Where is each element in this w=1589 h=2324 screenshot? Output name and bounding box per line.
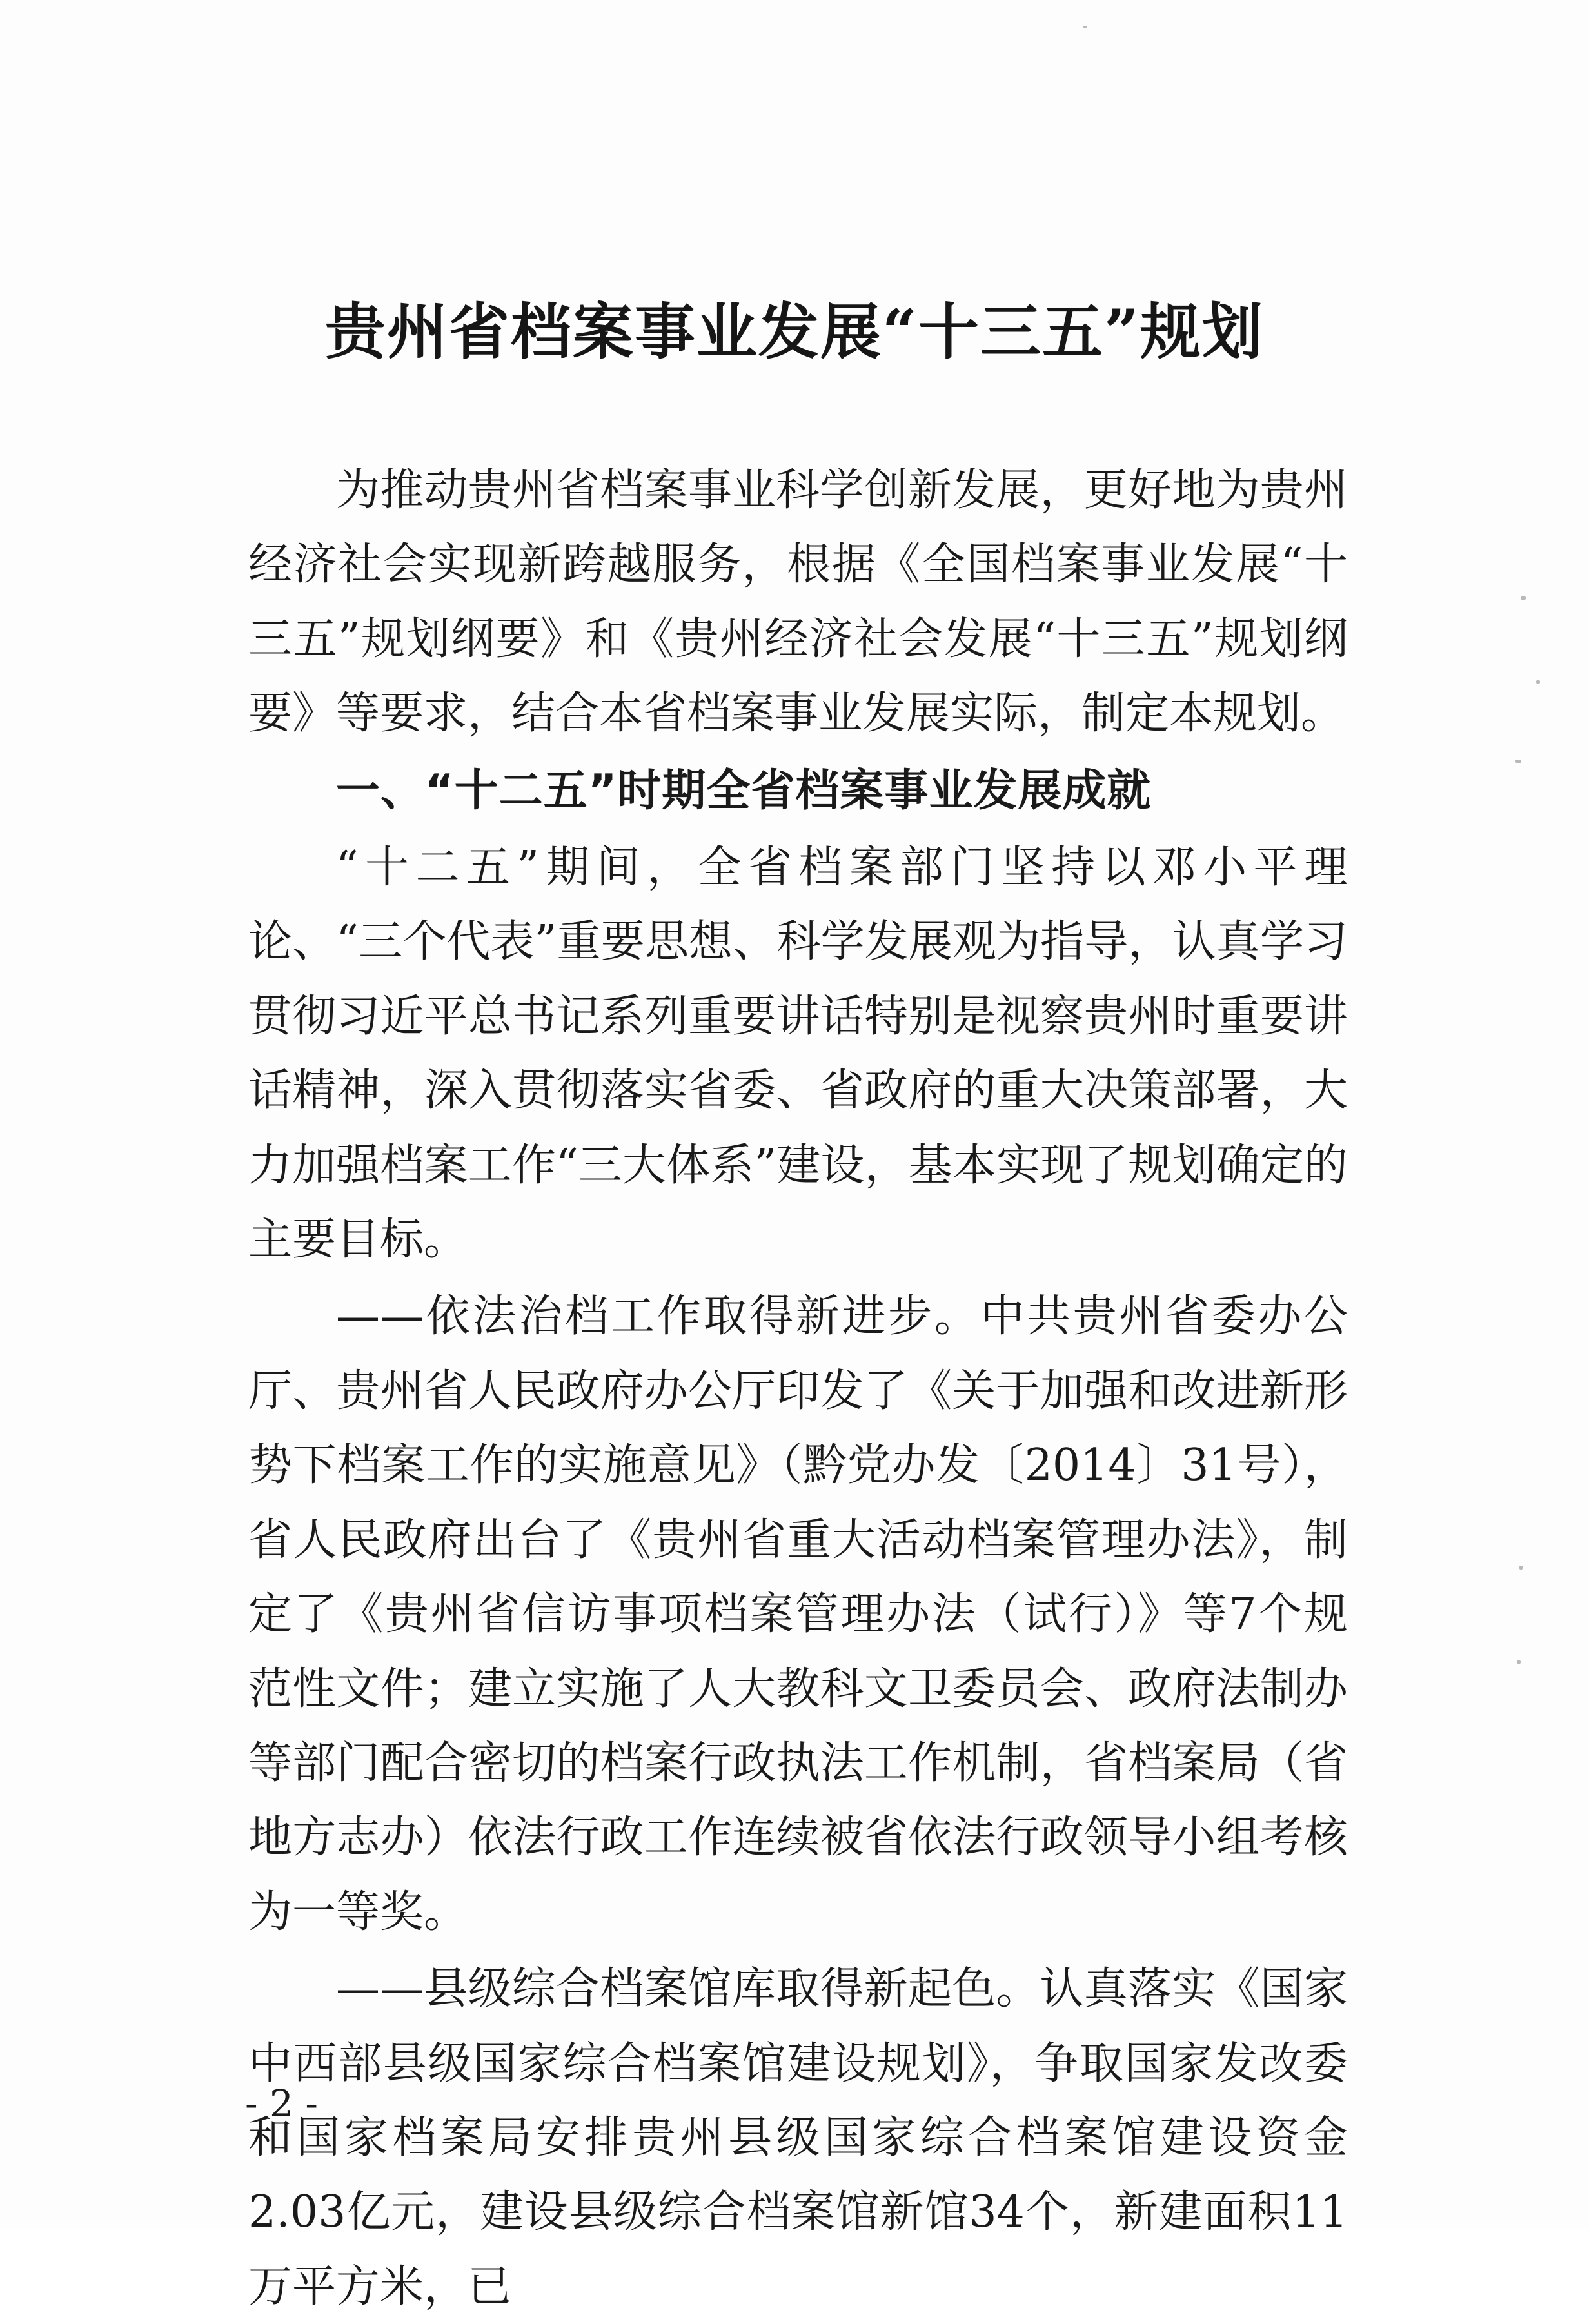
scan-mark bbox=[1515, 760, 1521, 763]
achievements-paragraph: “十二五”期间，全省档案部门坚持以邓小平理论、“三个代表”重要思想、科学发展观为指导，认真学习贯彻习近平总书记系列重要讲话特别是视察贵州时重要讲话精神，深入贯彻落实省委、省政府的重大决策部署，大力加强档案工作“三大体系”建设，基本实现了规划确定的主要目标。 bbox=[248, 842, 1348, 1266]
scan-mark bbox=[1536, 680, 1540, 684]
scan-mark bbox=[1519, 1566, 1523, 1570]
intro-paragraph: 为推动贵州省档案事业科学创新发展，更好地为贵州经济社会实现新跨越服务，根据《全国档案事业发展“十三五”规划纲要》和《贵州经济社会发展“十三五”规划纲要》等要求，结合本省档案事业发展实际，制定本规划。 bbox=[248, 465, 1348, 740]
rule-of-law-paragraph: ——依法治档工作取得新进步。中共贵州省委办公厅、贵州省人民政府办公厅印发了《关于加强和改进新形势下档案工作的实施意见》（黔党办发〔2014〕31号），省人民政府出台了《贵州省重大活动档案管理办法》，制定了《贵州省信访事项档案管理办法（试行）》等7个规范性文件；建立实施了人大教科文卫委员会、政府法制办等部门配合密切的档案行政执法工作机制，省档案局（省地方志办）依法行政工作连续被省依法行政领导小组考核为一等奖。 bbox=[248, 1291, 1348, 1938]
county-archives-paragraph: ——县级综合档案馆库取得新起色。认真落实《国家中西部县级国家综合档案馆建设规划》，争取国家发改委和国家档案局安排贵州县级国家综合档案馆建设资金2.03亿元，建设县级综合档案馆新馆34个，新建面积11万平方米，已 bbox=[248, 1964, 1348, 2312]
scan-mark bbox=[1083, 26, 1087, 28]
document-body bbox=[248, 453, 1348, 2324]
section-heading: 一、“十二五”时期全省档案事业发展成就 bbox=[336, 765, 1152, 816]
page-number: - 2 - bbox=[245, 2082, 318, 2125]
scan-mark bbox=[1521, 596, 1526, 600]
scan-mark bbox=[1517, 1660, 1521, 1664]
document-title: 贵州省档案事业发展“十三五”规划 bbox=[324, 297, 1265, 368]
